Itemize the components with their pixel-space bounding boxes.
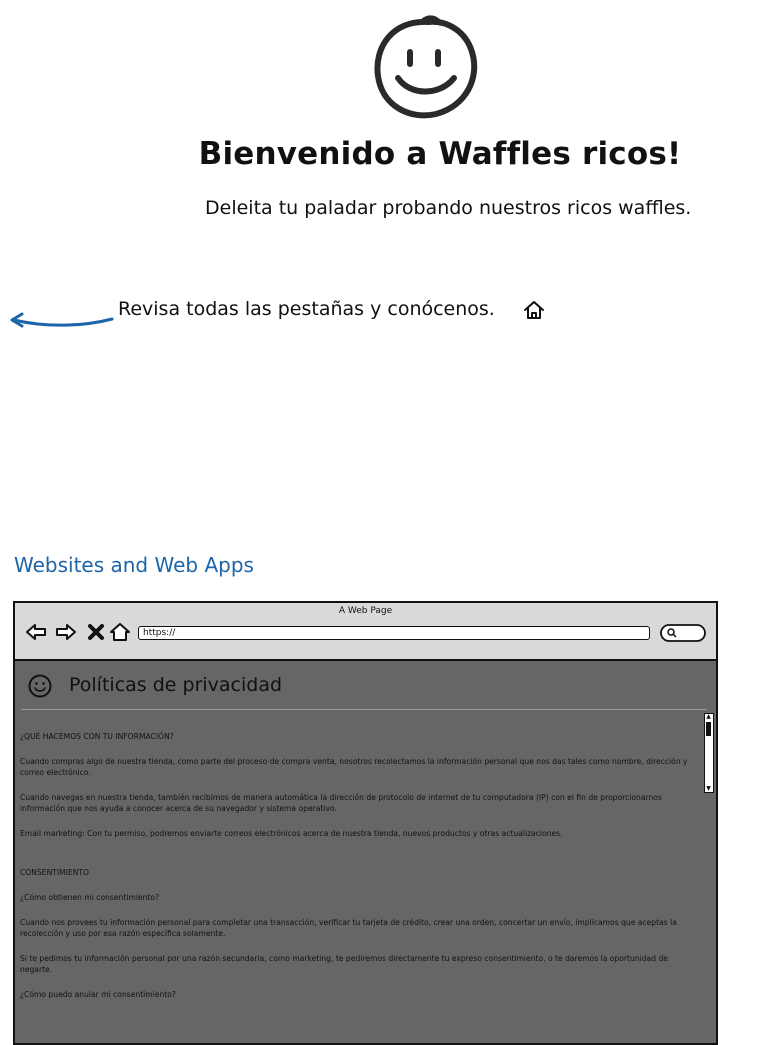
scroll-up-icon[interactable]: ▲: [706, 713, 711, 720]
browser-mockup: [13, 601, 718, 1045]
scroll-down-icon[interactable]: ▼: [706, 785, 711, 792]
browser-home-icon[interactable]: [109, 621, 131, 643]
url-field[interactable]: https://: [138, 626, 650, 640]
privacy-paragraph: Cuando nos provees tu información personal para completar una transacción, verificar tu tarjeta de crédito, crear una orden, concertar un envío, implicamos que aceptas la recolección y uso por esa razón específica solamente.: [20, 918, 677, 938]
privacy-paragraph: Cuando navegas en nuestra tienda, también recibimos de manera automática la dirección de protocolo de internet de tu computadora (IP) con el fin de proporcionarnos información que nos ayuda a conocer acerca de su navegador y sistema operativo.: [20, 793, 662, 813]
privacy-paragraph: ¿QUÉ HACEMOS CON TU INFORMACIÓN?: [20, 732, 174, 741]
section-label: Websites and Web Apps: [14, 553, 254, 577]
hint-text: Revisa todas las pestañas y conócenos.: [118, 298, 495, 320]
privacy-paragraph: Email marketing: Con tu permiso, podremos enviarte correos electrónicos acerca de nuestra tienda, nuevos productos y otras actualizaciones.: [20, 829, 563, 838]
arrow-left-icon: [8, 310, 116, 332]
search-icon[interactable]: [660, 624, 706, 642]
small-smiley-icon: [27, 673, 53, 699]
scrollbar[interactable]: [704, 713, 714, 793]
page-title: Bienvenido a Waffles ricos!: [198, 136, 682, 172]
forward-icon[interactable]: [55, 621, 77, 643]
home-icon[interactable]: [522, 298, 546, 322]
divider: [21, 709, 707, 710]
privacy-paragraph: ¿Cómo obtienen mi consentimiento?: [20, 893, 160, 902]
privacy-paragraph: Si te pedimos tu información personal por una razón secundaria, como marketing, te pediremos directamente tu expreso consentimiento, o te daremos la oportunidad de negarte.: [20, 954, 668, 974]
browser-page-title: A Web Page: [338, 606, 393, 616]
page-content: [15, 661, 716, 1043]
scroll-thumb[interactable]: [706, 722, 711, 736]
privacy-paragraph: Cuando compras algo de nuestra tienda, como parte del proceso de compra venta, nosotros recolectamos la información personal que nos das tales como nombre, dirección y correo electrónico.: [20, 757, 688, 777]
privacy-heading: Políticas de privacidad: [69, 674, 283, 696]
browser-chrome: [15, 603, 716, 661]
privacy-text: [20, 731, 700, 1014]
stop-icon[interactable]: [85, 621, 107, 643]
back-icon[interactable]: [25, 621, 47, 643]
smiley-icon: [370, 14, 482, 126]
privacy-paragraph: CONSENTIMIENTO: [20, 868, 90, 877]
page-subtitle: Deleita tu paladar probando nuestros ricos waffles.: [205, 197, 692, 219]
privacy-paragraph: ¿Cómo puedo anular mi consentimiento?: [20, 990, 176, 999]
